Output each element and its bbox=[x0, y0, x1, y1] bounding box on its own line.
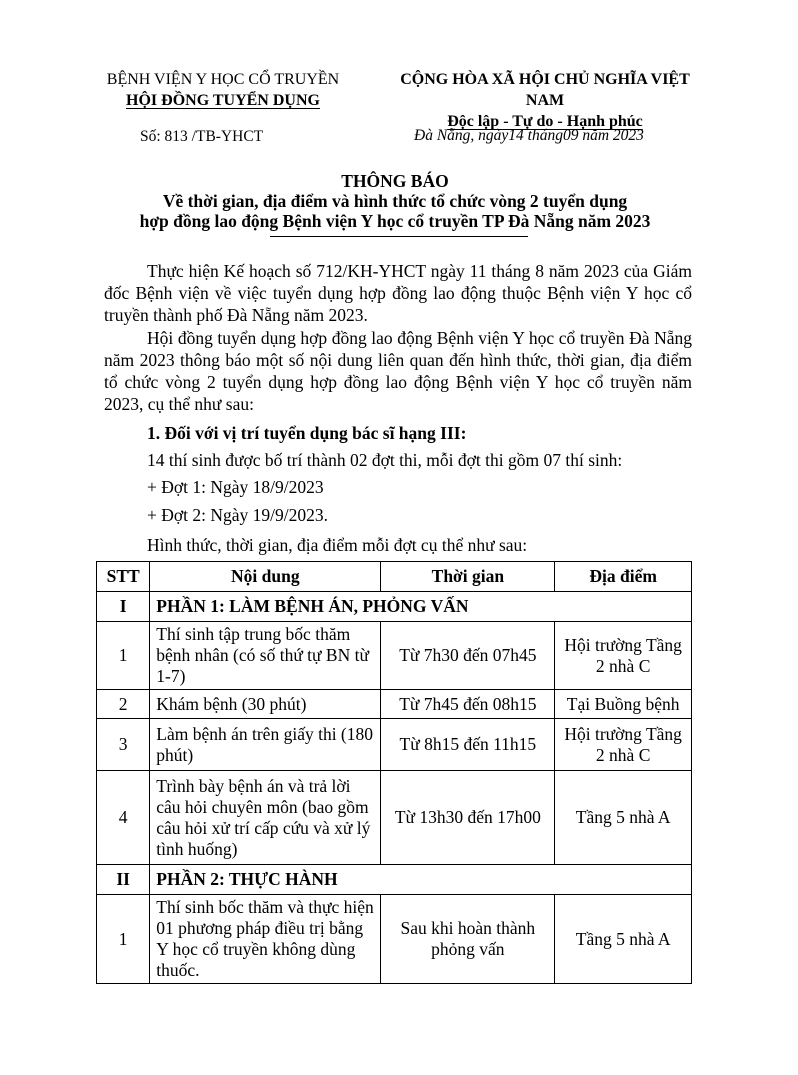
table-row bbox=[97, 690, 692, 719]
paragraph-plan: Thực hiện Kế hoạch số 712/KH-YHCT ngày 11 tháng 8 năm 2023 của Giám đốc Bệnh viện về việc tuyển dụng hợp đồng lao động thuộc Bệnh viện Y học cổ truyền thành phố Đà Nẵng năm 2023. bbox=[104, 261, 692, 325]
row-time: Từ 8h15 đến 11h15 bbox=[381, 719, 555, 771]
round1-date-line: + Đợt 1: Ngày 18/9/2023 bbox=[147, 477, 324, 497]
document-heading: THÔNG BÁO bbox=[341, 171, 449, 191]
row-content: Thí sinh bốc thăm và thực hiện 01 phương pháp điều trị bằng Y học cổ truyền không dùng thuốc. bbox=[150, 895, 381, 984]
row-place: Tại Buồng bệnh bbox=[555, 690, 692, 719]
document-subject-line2: hợp đồng lao động Bệnh viện Y học cổ truyền TP Đà Nẵng năm 2023 bbox=[139, 211, 651, 231]
document-date: Đà Nẵng, ngày14 tháng09 năm 2023 bbox=[414, 127, 644, 144]
row-stt: 1 bbox=[97, 895, 150, 984]
row-time: Từ 7h45 đến 08h15 bbox=[381, 690, 555, 719]
row-time: Từ 13h30 đến 17h00 bbox=[381, 771, 555, 865]
table-header-row bbox=[97, 562, 692, 592]
row-time: Từ 7h30 đến 07h45 bbox=[381, 622, 555, 690]
table-row bbox=[97, 771, 692, 865]
row-stt: 1 bbox=[97, 622, 150, 690]
row-content: Làm bệnh án trên giấy thi (180 phút) bbox=[150, 719, 381, 771]
hospital-name: BỆNH VIỆN Y HỌC CỔ TRUYỀN bbox=[106, 71, 340, 88]
agency-header bbox=[98, 69, 348, 111]
table-row bbox=[97, 622, 692, 690]
national-title: CỘNG HÒA XÃ HỘI CHỦ NGHĨA VIỆT NAM bbox=[400, 71, 690, 109]
document-number: Số: 813 /TB-YHCT bbox=[140, 128, 264, 145]
table-row bbox=[97, 895, 692, 984]
national-header bbox=[380, 69, 710, 132]
row-stt: 3 bbox=[97, 719, 150, 771]
document-subject-line1: Về thời gian, địa điểm và hình thức tổ chức vòng 2 tuyển dụng bbox=[162, 191, 628, 211]
table-row bbox=[97, 719, 692, 771]
row-time: Sau khi hoàn thành phỏng vấn bbox=[381, 895, 555, 984]
council-name: HỘI ĐỒNG TUYỂN DỤNG bbox=[126, 92, 320, 109]
header-content: Nội dung bbox=[150, 562, 381, 592]
row-content: Thí sinh tập trung bốc thăm bệnh nhân (có số thứ tự BN từ 1-7) bbox=[150, 622, 381, 690]
round2-date-line: + Đợt 2: Ngày 19/9/2023. bbox=[147, 505, 328, 525]
row-content: Trình bày bệnh án và trả lời câu hỏi chuyên môn (bao gồm câu hỏi xử trí cấp cứu và xử lý tình huống) bbox=[150, 771, 381, 865]
row-place: Hội trường Tầng 2 nhà C bbox=[555, 719, 692, 771]
national-motto: Độc lập - Tự do - Hạnh phúc bbox=[447, 113, 643, 130]
part-title: PHẦN 2: THỰC HÀNH bbox=[150, 865, 692, 895]
part-number: II bbox=[97, 865, 150, 895]
row-place: Tầng 5 nhà A bbox=[555, 771, 692, 865]
section-heading: 1. Đối với vị trí tuyển dụng bác sĩ hạng III: bbox=[147, 423, 467, 443]
schedule-intro-line: Hình thức, thời gian, địa điểm mỗi đợt cụ thể như sau: bbox=[147, 535, 528, 555]
title-underline bbox=[270, 236, 528, 237]
paragraph-announcement: Hội đồng tuyển dụng hợp đồng lao động Bệnh viện Y học cổ truyền Đà Nẵng năm 2023 thông báo một số nội dung liên quan đến hình thức, thời gian, địa điểm tổ chức vòng 2 tuyển dụng hợp đồng lao động Bệnh viện Y học cổ truyền năm 2023, cụ thể như sau: bbox=[104, 328, 692, 414]
row-stt: 4 bbox=[97, 771, 150, 865]
header-time: Thời gian bbox=[381, 562, 555, 592]
part-number: I bbox=[97, 592, 150, 622]
part-row bbox=[97, 865, 692, 895]
candidate-count-line: 14 thí sinh được bố trí thành 02 đợt thi, mỗi đợt thi gồm 07 thí sinh: bbox=[147, 450, 623, 470]
row-place: Tầng 5 nhà A bbox=[555, 895, 692, 984]
part-row bbox=[97, 592, 692, 622]
part-title: PHẦN 1: LÀM BỆNH ÁN, PHỎNG VẤN bbox=[150, 592, 692, 622]
row-place: Hội trường Tầng 2 nhà C bbox=[555, 622, 692, 690]
row-content: Khám bệnh (30 phút) bbox=[150, 690, 381, 719]
schedule-table bbox=[96, 561, 692, 984]
row-stt: 2 bbox=[97, 690, 150, 719]
header-place: Địa điểm bbox=[555, 562, 692, 592]
header-stt: STT bbox=[97, 562, 150, 592]
